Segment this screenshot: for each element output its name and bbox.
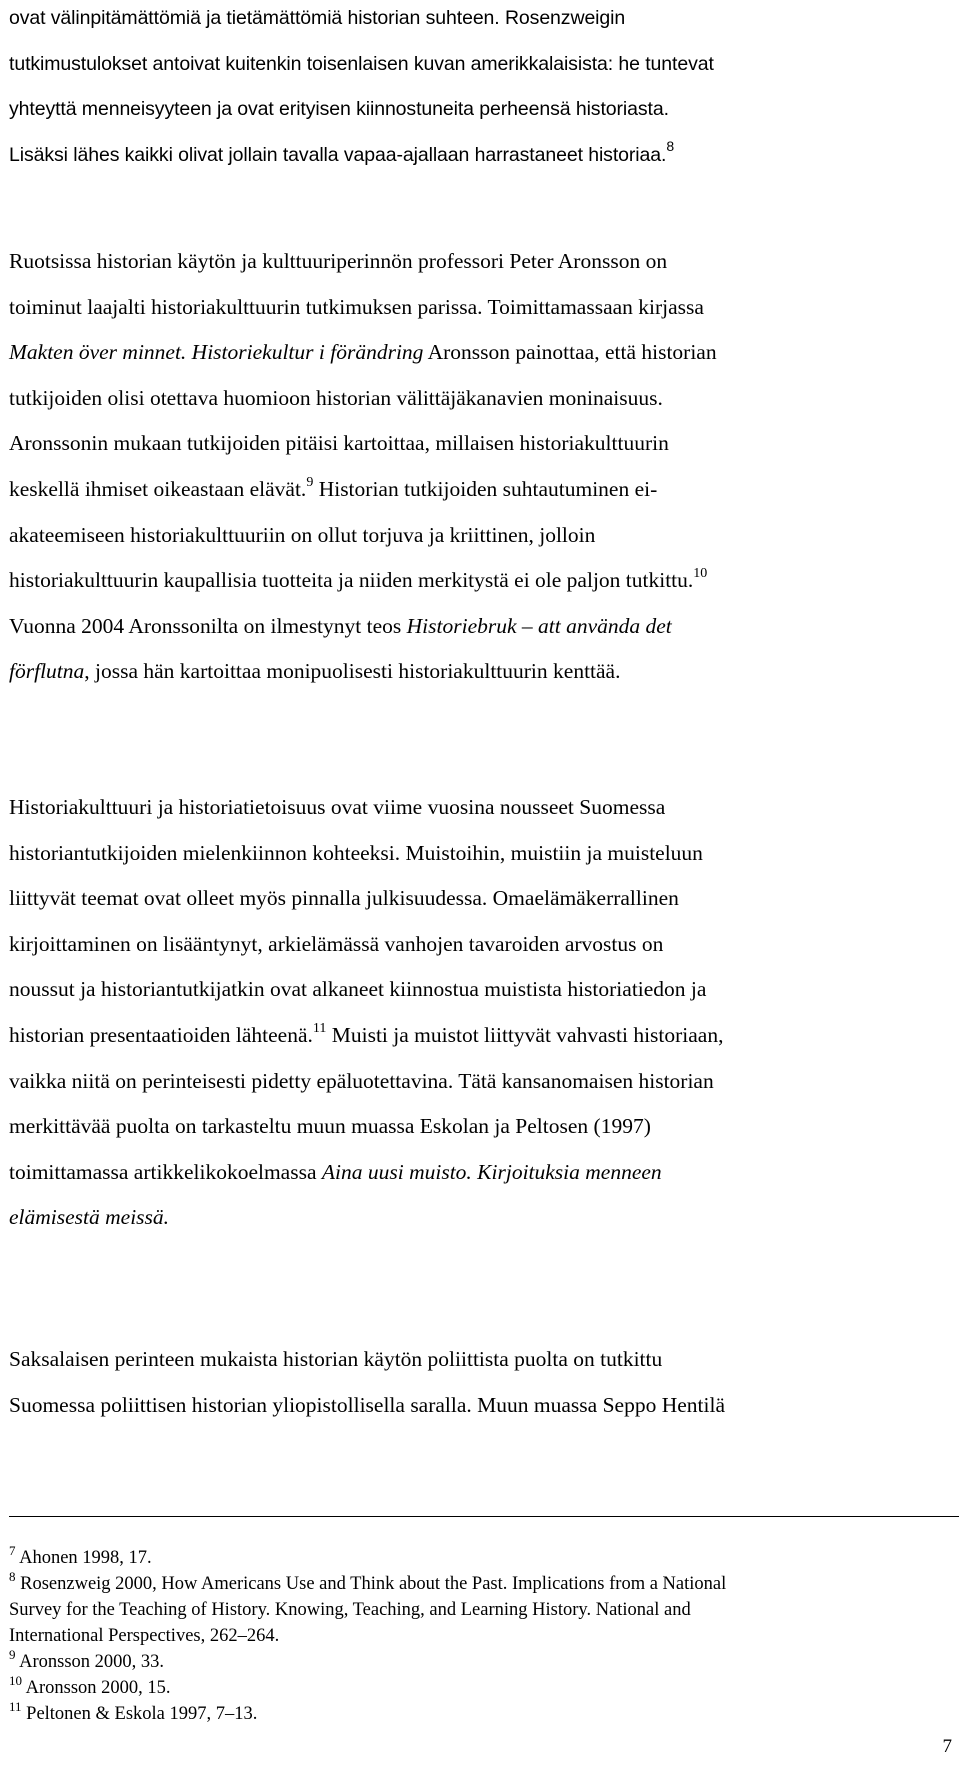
text-line: liittyvät teemat ovat olleet myös pinnalla julkisuudessa. Omaelämäkerrallinen	[9, 886, 679, 911]
text-line	[9, 467, 949, 513]
footnote	[9, 1568, 939, 1597]
text-line: ovat välinpitämättömiä ja tietämättömiä historian suhteen. Rosenzweigin	[9, 7, 626, 29]
text-segment: Muisti ja muistot liittyvät vahvasti historiaan,	[326, 1022, 724, 1047]
text-line: tutkijoiden olisi otettava huomioon historian välittäjäkanavien moninaisuus.	[9, 385, 663, 410]
text-line: historiantutkijoiden mielenkiinnon kohteeksi. Muistoihin, muistiin ja muisteluun	[9, 840, 703, 865]
footnote-number: 8	[9, 1568, 16, 1584]
text-segment: keskellä ihmiset oikeastaan elävät.	[9, 476, 307, 501]
footnote-text: International Perspectives, 262–264.	[9, 1626, 280, 1646]
footnote	[9, 1623, 939, 1649]
book-title: Makten över minnet. Historiekultur i förändring	[9, 340, 424, 365]
footnote	[9, 1646, 939, 1675]
text-segment: Lisäksi lähes kaikki olivat jollain tavalla vapaa-ajallaan harrastaneet historiaa.	[9, 143, 667, 166]
page-number: 7	[942, 1736, 952, 1757]
footnote	[9, 1542, 939, 1571]
footnote	[9, 1698, 939, 1727]
footnote-divider	[9, 1516, 959, 1517]
footnote-text: Aronsson 2000, 15.	[22, 1678, 171, 1698]
text-line	[9, 558, 949, 604]
paragraph-rosenzweig	[9, 0, 949, 178]
footnote-text: Rosenzweig 2000, How Americans Use and Think about the Past. Implications from a National	[15, 1574, 727, 1594]
text-line	[9, 1150, 949, 1196]
footnote	[9, 1672, 939, 1701]
text-segment: Vuonna 2004 Aronssonilta on ilmestynyt teos	[9, 613, 407, 638]
text-line: yhteyttä menneisyyteen ja ovat erityisen kiinnostuneita perheensä historiasta.	[9, 98, 669, 121]
footnote-text: Ahonen 1998, 17.	[15, 1548, 152, 1568]
text-line: Ruotsissa historian käytön ja kulttuuriperinnön professori Peter Aronsson on	[9, 249, 668, 273]
text-line: akateemiseen historiakulttuuriin on ollut torjuva ja kriittinen, jolloin	[9, 522, 596, 547]
footnote-number: 7	[9, 1542, 16, 1558]
footnote	[9, 1597, 939, 1623]
text-line: merkittävää puolta on tarkasteltu muun muassa Eskolan ja Peltosen (1997)	[9, 1114, 651, 1139]
paragraph-germany	[9, 1337, 949, 1428]
text-segment: historiakulttuurin kaupallisia tuotteita ja niiden merkitystä ei ole paljon tutkittu.	[9, 568, 694, 593]
footnote-number: 9	[9, 1646, 16, 1662]
text-line	[9, 133, 949, 179]
paragraph-aronsson	[9, 239, 949, 695]
footnotes	[9, 1542, 939, 1727]
book-title: Historiebruk – att använda det	[406, 613, 672, 638]
text-line	[9, 1013, 949, 1059]
text-line: tutkimustulokset antoivat kuitenkin toisenlaisen kuvan amerikkalaisista: he tuntevat	[9, 52, 714, 75]
text-line: Saksalaisen perinteen mukaista historian käytön poliittista puolta on tutkittu	[9, 1347, 663, 1371]
footnote-text: Peltonen & Eskola 1997, 7–13.	[21, 1704, 258, 1724]
text-segment: historian presentaatioiden lähteenä.	[9, 1022, 313, 1047]
text-segment: , jossa hän kartoittaa monipuolisesti historiakulttuurin kenttää.	[84, 659, 621, 684]
footnote-ref: 9	[306, 474, 314, 490]
footnote-text: Aronsson 2000, 33.	[15, 1652, 165, 1672]
text-line: noussut ja historiantutkijatkin ovat alkaneet kiinnostua muistista historiatiedon ja	[9, 977, 707, 1002]
text-line: Historiakulttuuri ja historiatietoisuus ovat viime vuosina nousseet Suomessa	[9, 795, 666, 819]
paragraph-finland	[9, 785, 949, 1241]
text-segment: toimittamassa artikkelikokoelmassa	[9, 1159, 322, 1184]
footnote-number: 10	[9, 1672, 22, 1688]
text-line: toiminut laajalti historiakulttuurin tutkimuksen parissa. Toimittamassaan kirjassa	[9, 294, 704, 319]
book-title: förflutna	[9, 659, 85, 684]
book-title: Aina uusi muisto. Kirjoituksia menneen	[321, 1159, 662, 1184]
text-line	[9, 330, 949, 376]
text-line: Aronssonin mukaan tutkijoiden pitäisi kartoittaa, millaisen historiakulttuurin	[9, 431, 669, 456]
book-title: elämisestä meissä.	[9, 1205, 170, 1230]
text-segment: Aronsson painottaa, että historian	[423, 340, 717, 365]
text-line	[9, 1195, 949, 1241]
footnote-number: 11	[9, 1698, 22, 1714]
text-line: Suomessa poliittisen historian yliopistollisella saralla. Muun muassa Seppo Hentilä	[9, 1392, 725, 1417]
text-line	[9, 649, 949, 695]
text-segment: Historian tutkijoiden suhtautuminen ei-	[313, 476, 658, 501]
footnote-ref: 8	[666, 138, 675, 155]
footnote-ref: 10	[693, 566, 708, 581]
footnote-text: Survey for the Teaching of History. Knowing, Teaching, and Learning History. National and	[9, 1600, 691, 1620]
text-line	[9, 604, 949, 650]
footnote-ref: 11	[312, 1020, 327, 1036]
text-line: kirjoittaminen on lisääntynyt, arkielämässä vanhojen tavaroiden arvostus on	[9, 931, 664, 956]
text-line: vaikka niitä on perinteisesti pidetty epäluotettavina. Tätä kansanomaisen historian	[9, 1068, 714, 1093]
